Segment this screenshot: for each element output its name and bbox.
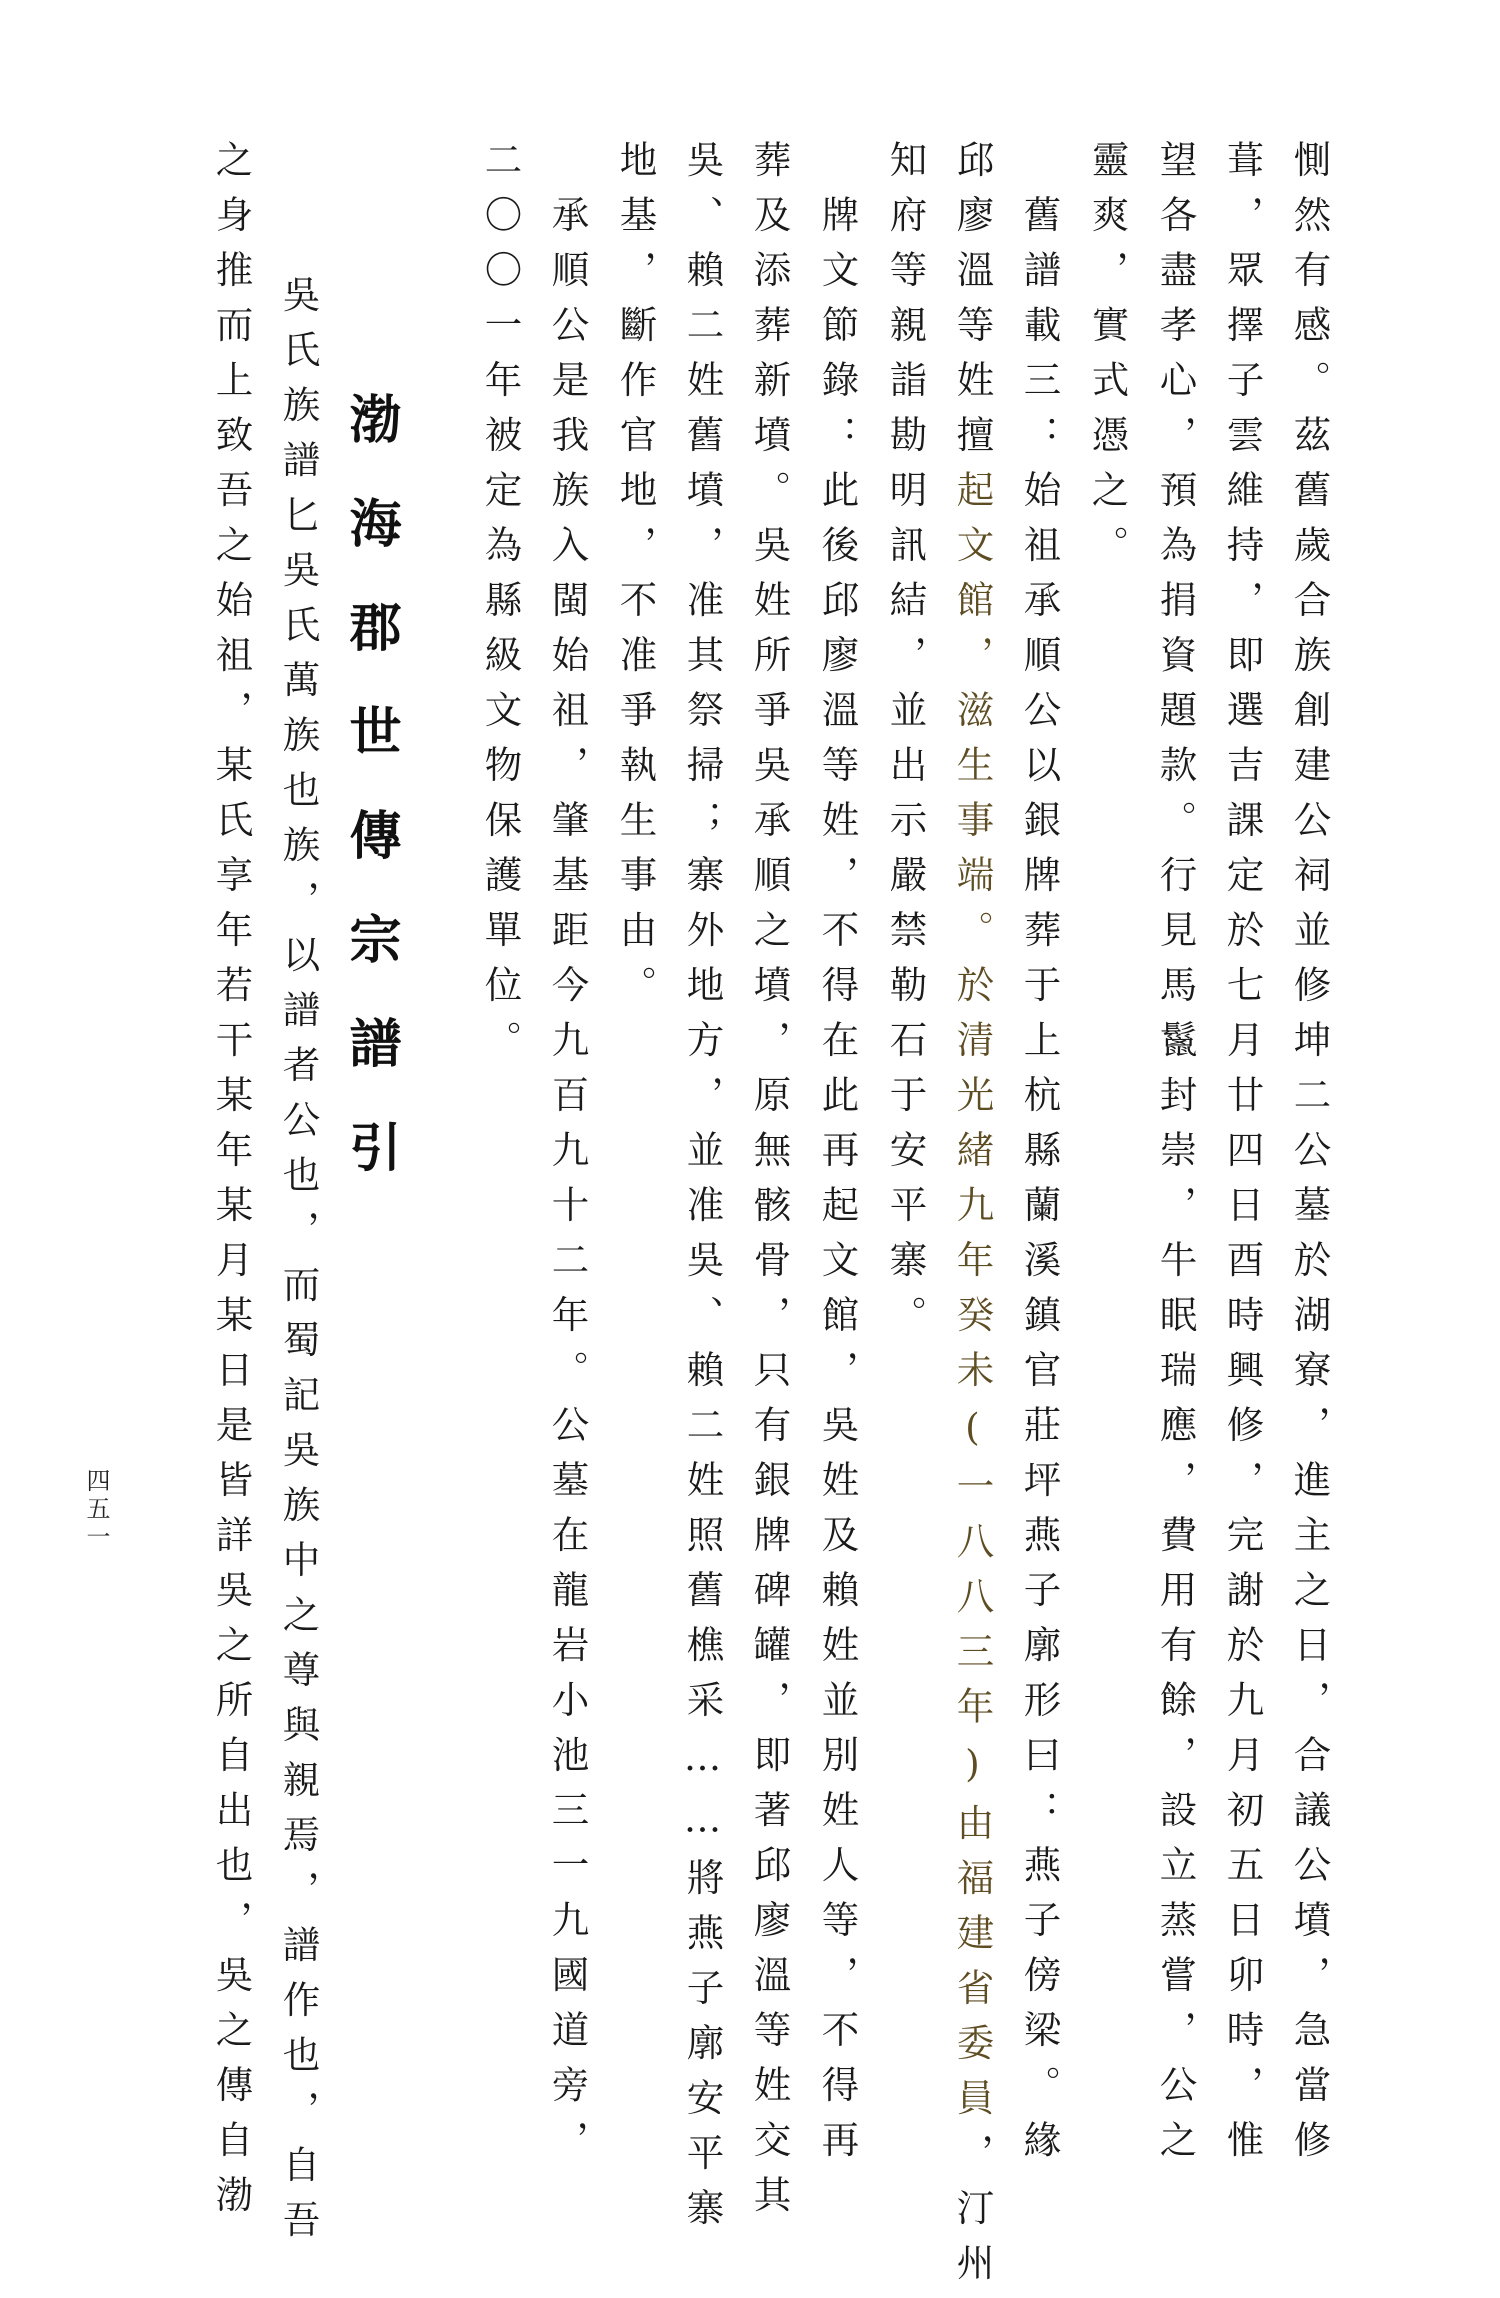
text-column-14: 吳氏族譜匕吳氏萬族也族，以譜者公也，而蜀記吳族中之尊與親焉，譜作也，自吾: [276, 220, 321, 2255]
text-column-7: 知府等親詣勘明訊結，並出示嚴禁勒石于安平寨。: [883, 140, 928, 1350]
text-column-4: 靈爽，實式憑之。: [1085, 140, 1130, 580]
text-column-6-highlight: 起文館，滋生事端。於清光緒九年癸未(一八八三年)由福建省委員: [950, 470, 995, 2133]
text-column-10: 吳、賴二姓舊墳，准其祭掃；寨外地方，並准吳、賴二姓照舊樵采……將燕子廓安平寨: [680, 140, 725, 2243]
page-number: 四五一: [82, 1468, 110, 1552]
text-column-12: 承順公是我族入閩始祖，肇基距今九百九十二年。公墓在龍岩小池三一九國道旁，: [545, 140, 590, 2175]
text-column-1: 惻然有感。茲舊歲合族創建公祠並修坤二公墓於湖寮，進主之日，合議公墳，急當修: [1287, 140, 1332, 2175]
text-column-11: 地基，斷作官地，不准爭執生事由。: [613, 140, 658, 1020]
text-column-15: 之身推而上致吾之始祖，某氏享年若干某年某月某日是皆詳吳之所自出也，吳之傳自渤: [209, 140, 254, 2230]
text-column-6: [950, 140, 995, 2298]
text-column-2: 葺，眾擇子雲維持，即選吉課定於七月廿四日酉時興修，完謝於九月初五日卯時，惟: [1220, 140, 1265, 2175]
text-column-5: 舊譜載三：始祖承順公以銀牌葬于上杭縣蘭溪鎮官莊坪燕子廓形曰：燕子傍梁。緣: [1017, 140, 1062, 2175]
text-column-9: 葬及添葬新墳。吳姓所爭吳承順之墳，原無骸骨，只有銀牌碑罐，即著邱廖溫等姓交其: [747, 140, 792, 2230]
section-title: 渤海郡世傳宗譜引: [340, 392, 401, 1224]
text-column-6-end: ，汀州: [950, 2133, 995, 2298]
text-column-6-start: 邱廖溫等姓擅: [950, 140, 995, 470]
text-column-13: 二〇〇一年被定為縣級文物保護單位。: [478, 140, 523, 1075]
text-column-8: 牌文節錄：此後邱廖溫等姓，不得在此再起文館，吳姓及賴姓並別姓人等，不得再: [815, 140, 860, 2175]
text-column-3: 望各盡孝心，預為捐資題款。行見馬鬣封崇，牛眠瑞應，費用有餘，設立蒸嘗，公之: [1153, 140, 1198, 2175]
